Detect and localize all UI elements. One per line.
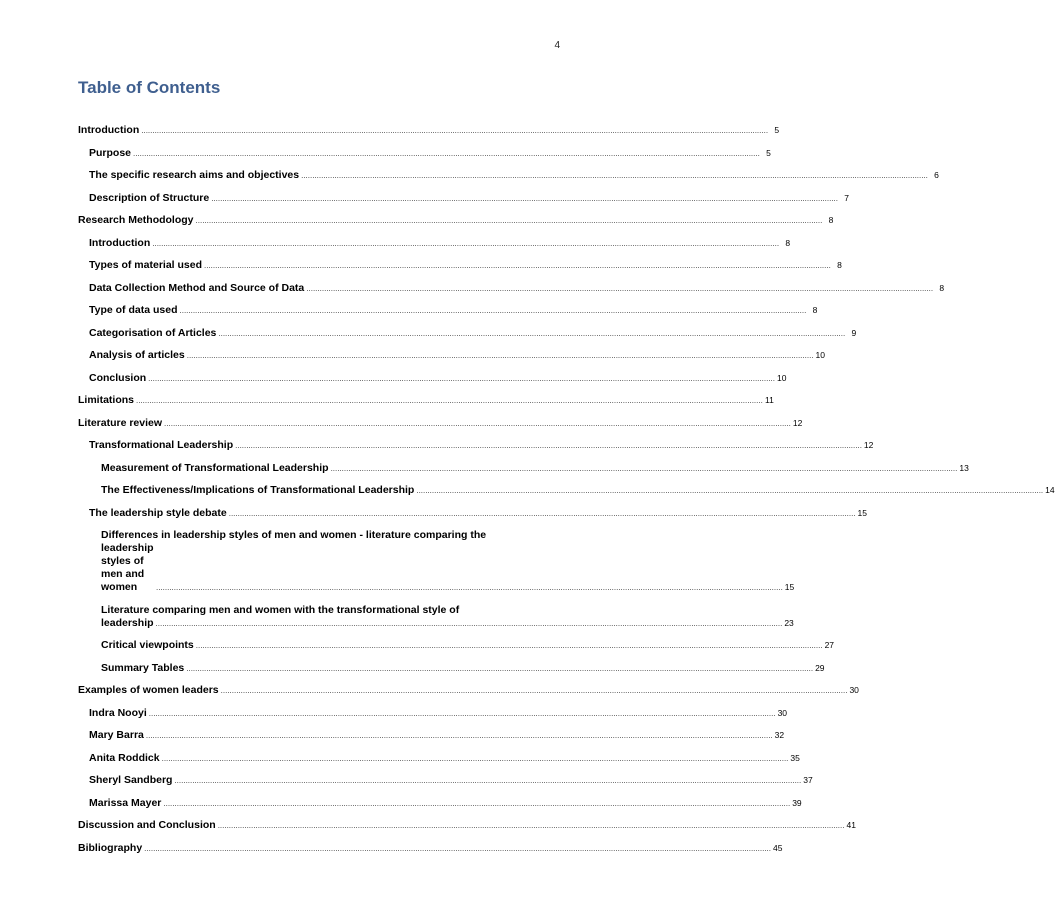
toc-entry-label: Summary Tables	[101, 661, 185, 674]
toc-entry-page: 12	[863, 440, 874, 450]
toc-entry[interactable]	[78, 191, 849, 205]
toc-entry-label: Limitations	[78, 394, 135, 406]
toc-entry-label: Conclusion	[89, 371, 147, 384]
toc-leader-dots	[416, 484, 1043, 497]
toc-entry-label: Type of data used	[89, 304, 178, 316]
toc-entry-label: Mary Barra	[89, 729, 144, 741]
toc-entry[interactable]	[78, 529, 795, 594]
toc-entry[interactable]	[78, 661, 825, 675]
toc-leader-dots	[174, 774, 801, 787]
toc-entry[interactable]	[78, 124, 780, 137]
toc-leader-dots	[196, 214, 823, 227]
toc-entry[interactable]	[78, 506, 867, 520]
toc-entry[interactable]	[78, 281, 945, 295]
toc-entry[interactable]	[78, 169, 939, 182]
toc-entry-label: Critical viewpoints	[101, 639, 194, 651]
toc-leader-dots	[180, 304, 807, 317]
toc-entry-page: 11	[764, 395, 774, 405]
toc-entry-label-line1: Literature comparing men and women with the transformational style of	[101, 603, 460, 616]
toc-entry-label: Data Collection Method and Source of Data	[89, 281, 305, 294]
toc-leader-dots	[149, 707, 776, 720]
toc-entry[interactable]	[78, 371, 787, 385]
toc-entry[interactable]	[78, 214, 834, 227]
toc-entry-label-line1: Differences in leadership styles of men and women - literature comparing the	[101, 529, 487, 541]
toc-entry[interactable]	[78, 819, 856, 832]
toc-entry[interactable]	[78, 394, 774, 407]
toc-leader-dots	[229, 507, 856, 520]
toc-entry[interactable]	[78, 259, 842, 272]
toc-entry-page: 8	[837, 260, 842, 270]
toc-leader-dots	[141, 124, 768, 137]
toc-entry[interactable]	[78, 751, 800, 765]
toc-entry[interactable]	[78, 349, 825, 362]
toc-entry[interactable]	[78, 684, 859, 697]
toc-title: Table of Contents	[78, 78, 221, 97]
toc-entry[interactable]	[78, 461, 969, 475]
toc-entry-page: 30	[777, 707, 788, 718]
toc-entry-label: The Effectiveness/Implications of Transformational Leadership	[101, 484, 415, 496]
toc-entry[interactable]	[78, 146, 771, 160]
toc-leader-dots	[152, 237, 779, 250]
toc-entry-label: Examples of women leaders	[78, 684, 219, 696]
toc-entry-page: 7	[844, 192, 849, 203]
toc-entry-page: 8	[812, 305, 818, 315]
toc-entry[interactable]	[78, 729, 785, 742]
toc-entry-label: Introduction	[89, 236, 151, 249]
toc-entry-page: 6	[934, 170, 939, 180]
toc-entry-label: Analysis of articles	[89, 349, 185, 361]
toc-leader-dots	[144, 842, 771, 855]
toc-entry[interactable]	[78, 603, 794, 630]
toc-leader-dots	[301, 169, 928, 182]
toc-entry-page: 8	[939, 282, 945, 293]
toc-list	[78, 124, 1055, 864]
toc-entry-label: Anita Roddick	[89, 751, 160, 764]
toc-entry-page: 30	[849, 685, 859, 695]
toc-leader-dots	[148, 372, 775, 385]
toc-entry-page: 8	[785, 237, 791, 248]
toc-entry-page: 5	[774, 125, 780, 135]
toc-entry[interactable]	[78, 639, 835, 652]
toc-entry[interactable]	[78, 841, 783, 855]
toc-entry-page: 10	[815, 350, 825, 360]
toc-entry-page: 8	[828, 215, 834, 225]
toc-entry-label: Discussion and Conclusion	[78, 819, 216, 831]
toc-entry[interactable]	[78, 416, 803, 430]
toc-leader-dots	[187, 349, 814, 362]
toc-entry-label: Bibliography	[78, 841, 143, 854]
toc-leader-dots	[221, 684, 848, 697]
toc-entry-label: Research Methodology	[78, 214, 194, 226]
toc-entry-page: 10	[776, 372, 787, 383]
toc-entry-label: Purpose	[89, 146, 132, 159]
toc-entry-page: 45	[772, 842, 783, 853]
toc-leader-dots	[146, 729, 773, 742]
toc-entry-page: 23	[784, 617, 794, 628]
toc-entry-label: Introduction	[78, 124, 140, 136]
toc-entry-page: 9	[851, 327, 857, 338]
toc-entry-page: 13	[959, 462, 969, 473]
toc-leader-dots	[235, 439, 862, 452]
toc-entry[interactable]	[78, 326, 857, 340]
toc-entry-label: Literature review	[78, 416, 163, 429]
toc-entry-page: 37	[803, 775, 813, 785]
toc-entry-page: 41	[846, 820, 856, 830]
toc-leader-dots	[306, 282, 933, 295]
toc-entry-label: The leadership style debate	[89, 506, 227, 519]
toc-entry-page: 39	[792, 797, 802, 808]
toc-entry-page: 15	[857, 507, 867, 518]
toc-entry-page: 14	[1045, 485, 1055, 495]
toc-entry-label: The specific research aims and objectives	[89, 169, 300, 181]
toc-leader-dots	[133, 147, 760, 160]
toc-entry-label: Types of material used	[89, 259, 203, 271]
toc-leader-dots	[136, 394, 763, 407]
toc-entry-page: 35	[790, 752, 800, 763]
toc-leader-dots	[186, 662, 813, 675]
toc-entry-page: 5	[766, 147, 771, 158]
toc-leader-dots	[331, 462, 958, 475]
toc-leader-dots	[196, 639, 823, 652]
toc-entry-page: 27	[824, 640, 835, 650]
toc-entry-label: Indra Nooyi	[89, 706, 147, 719]
toc-entry[interactable]	[78, 236, 791, 250]
toc-entry-label-line2: leadership	[101, 616, 154, 629]
toc-entry-label: Transformational Leadership	[89, 439, 234, 451]
toc-leader-dots	[162, 752, 789, 765]
toc-leader-dots	[156, 617, 783, 630]
page-number: 4	[554, 40, 560, 51]
toc-entry-page: 12	[792, 417, 803, 428]
toc-entry-label: Sheryl Sandberg	[89, 774, 173, 786]
toc-entry-page: 32	[774, 730, 785, 740]
toc-leader-dots	[164, 417, 791, 430]
toc-leader-dots	[211, 192, 838, 205]
toc-entry-label: Marissa Mayer	[89, 796, 162, 809]
toc-entry[interactable]	[78, 774, 813, 787]
toc-entry-label: Measurement of Transformational Leadership	[101, 461, 329, 474]
toc-leader-dots	[156, 581, 783, 594]
toc-entry-label: Description of Structure	[89, 191, 210, 204]
toc-entry[interactable]	[78, 304, 818, 317]
toc-leader-dots	[204, 259, 831, 272]
toc-entry[interactable]	[78, 796, 802, 810]
toc-leader-dots	[163, 797, 790, 810]
toc-entry-label: Categorisation of Articles	[89, 326, 217, 339]
toc-entry-page: 29	[815, 662, 825, 673]
toc-entry-label-line2: leadership styles of men and women	[101, 542, 154, 593]
toc-entry[interactable]	[78, 439, 874, 452]
toc-entry[interactable]	[78, 484, 1055, 497]
toc-leader-dots	[218, 327, 845, 340]
toc-leader-dots	[218, 819, 845, 832]
toc-entry[interactable]	[78, 706, 788, 720]
toc-entry-page: 15	[784, 582, 795, 592]
